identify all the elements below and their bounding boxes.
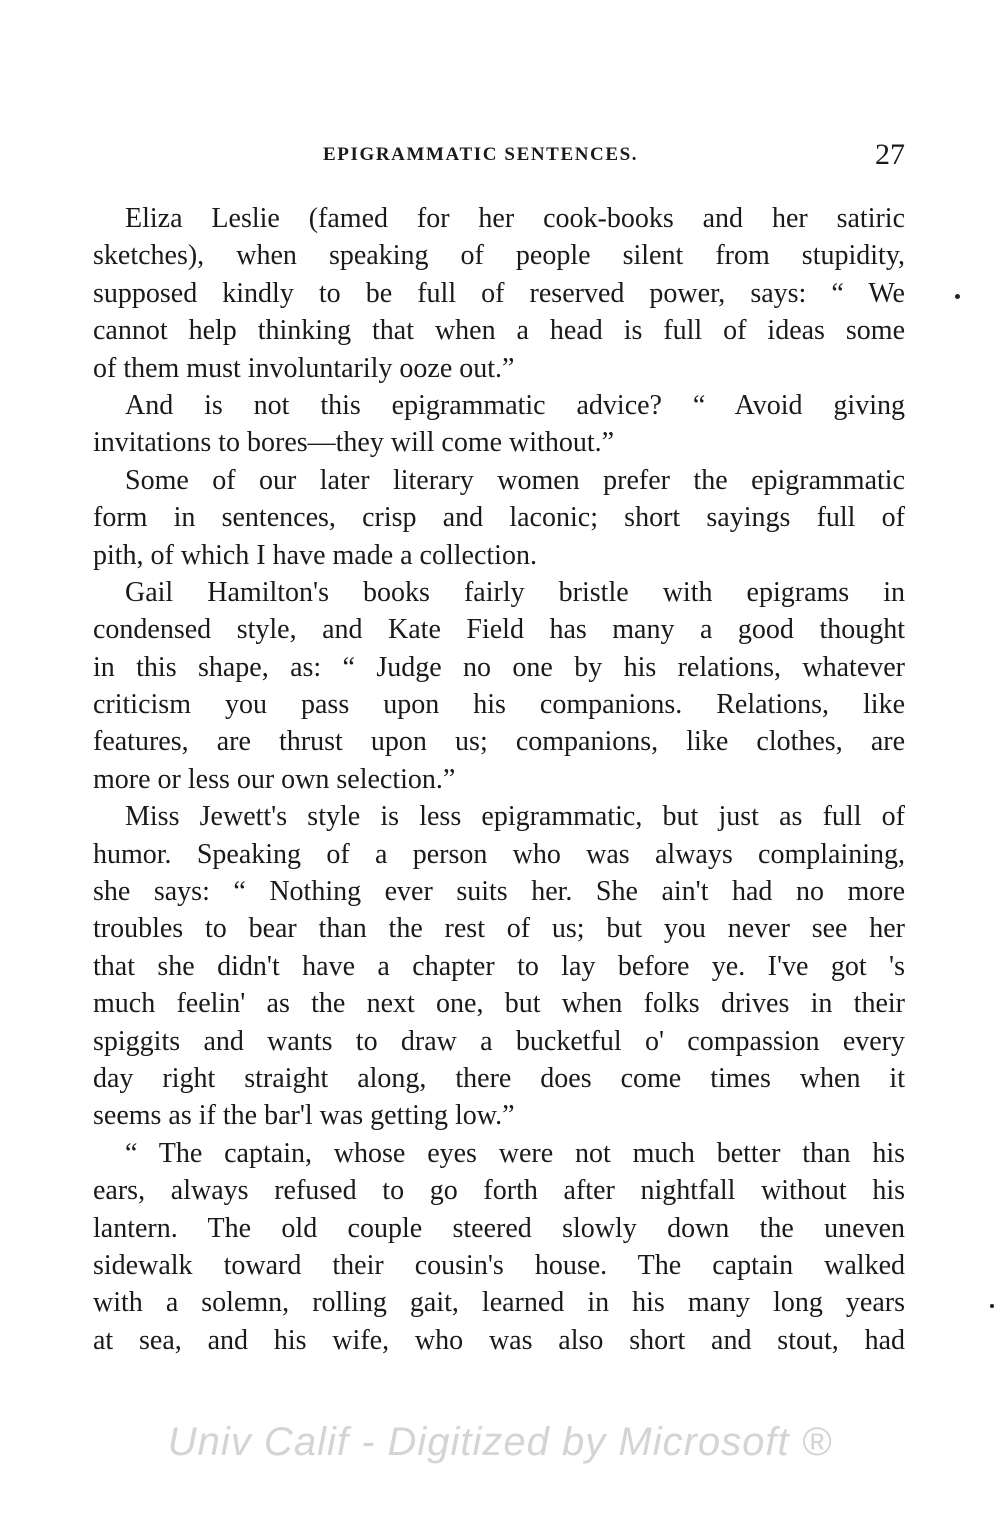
text-line: And is not this epigrammatic advice? “ Avoid giving: [125, 389, 905, 421]
text-line: condensed style, and Kate Field has many a good thought: [93, 614, 905, 646]
ink-speck: [990, 1304, 994, 1308]
text-line: Gail Hamilton's books fairly bristle with epigrams in: [125, 576, 905, 608]
ink-speck: [955, 294, 960, 299]
text-line: supposed kindly to be full of reserved power, says: “ We: [93, 277, 905, 309]
text-line: invitations to bores—they will come without.”: [93, 427, 615, 459]
text-line: Some of our later literary women prefer the epigrammatic: [125, 464, 905, 496]
page-number: 27: [875, 138, 905, 171]
text-line: Miss Jewett's style is less epigrammatic, but just as full of: [125, 801, 905, 833]
running-head: [93, 138, 905, 178]
text-line: humor. Speaking of a person who was always complaining,: [93, 838, 905, 870]
text-line: cannot help thinking that when a head is full of ideas some: [93, 315, 905, 347]
text-line: in this shape, as: “ Judge no one by his relations, whatever: [93, 651, 905, 683]
text-line: features, are thrust upon us; companions, like clothes, are: [93, 726, 905, 758]
text-line: that she didn't have a chapter to lay before ye. I've got 's: [93, 950, 905, 982]
text-line: sidewalk toward their cousin's house. The captain walked: [93, 1249, 905, 1281]
text-line: more or less our own selection.”: [93, 763, 456, 795]
text-line: day right straight along, there does come times when it: [93, 1062, 905, 1094]
text-line: sketches), when speaking of people silent from stupidity,: [93, 240, 905, 272]
text-line: pith, of which I have made a collection.: [93, 539, 537, 571]
text-line: with a solemn, rolling gait, learned in his many long years: [93, 1287, 905, 1319]
text-line: ears, always refused to go forth after nightfall without his: [93, 1175, 905, 1207]
running-head-title: EPIGRAMMATIC SENTENCES.: [323, 144, 639, 165]
text-line: at sea, and his wife, who was also short and stout, had: [93, 1324, 905, 1356]
text-line: form in sentences, crisp and laconic; short sayings full of: [93, 502, 905, 534]
text-line: lantern. The old couple steered slowly down the uneven: [93, 1212, 905, 1244]
digitization-watermark: Univ Calif - Digitized by Microsoft ®: [167, 1420, 833, 1464]
text-line: spiggits and wants to draw a bucketful o' compassion every: [93, 1025, 905, 1057]
text-line: seems as if the bar'l was getting low.”: [93, 1100, 515, 1132]
text-line: Eliza Leslie (famed for her cook-books and her satiric: [125, 203, 905, 234]
text-line: much feelin' as the next one, but when folks drives in their: [93, 988, 905, 1020]
text-line: she says: “ Nothing ever suits her. She ain't had no more: [93, 876, 905, 908]
text-line: of them must involuntarily ooze out.”: [93, 352, 515, 384]
text-line: criticism you pass upon his companions. Relations, like: [93, 689, 905, 721]
text-line: “ The captain, whose eyes were not much better than his: [125, 1137, 905, 1169]
text-line: troubles to bear than the rest of us; but you never see her: [93, 913, 905, 945]
body-text: [93, 200, 905, 1359]
